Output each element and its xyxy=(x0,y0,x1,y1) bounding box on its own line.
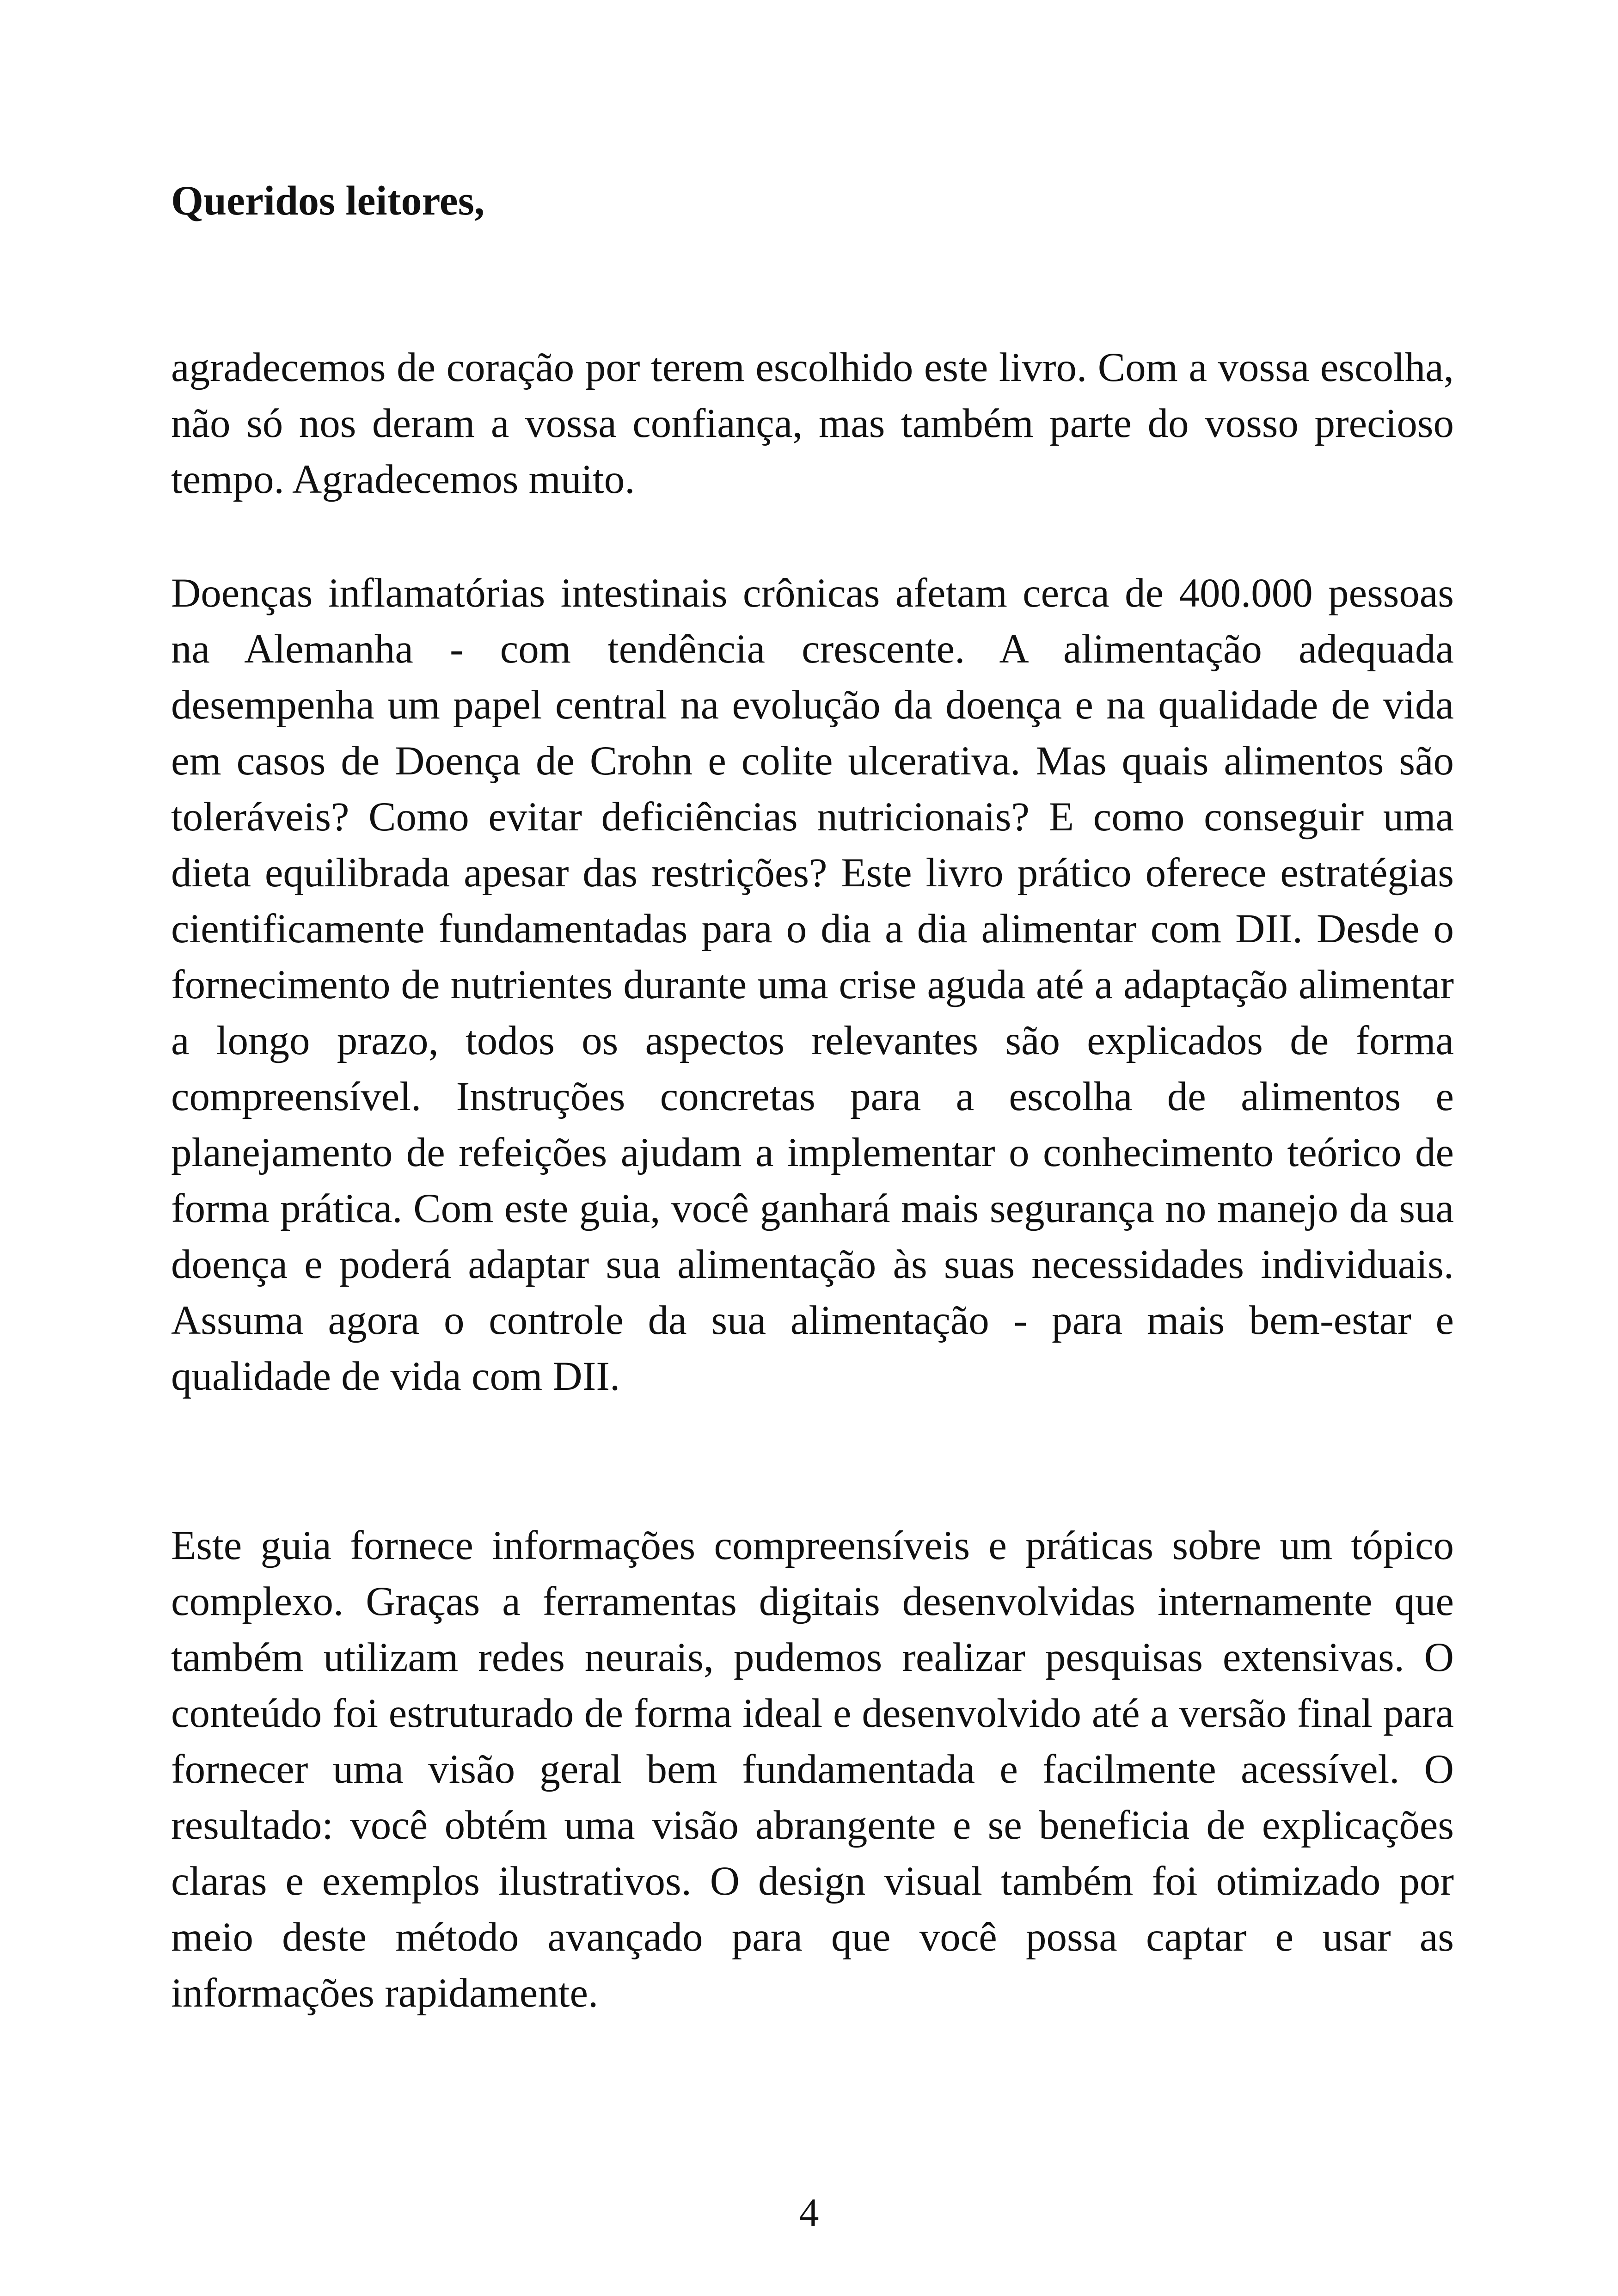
greeting-heading: Queridos leitores, xyxy=(171,178,485,224)
paragraph-book-description: Doenças inflamatórias intestinais crônicas afetam cerca de 400.000 pessoas na Alemanha - com tendência crescente. A alimentação adequada desempenha um papel central na evolução da doença e na qualidade de vida em casos de Doença de Crohn e colite ulcerativa. Mas quais alimentos são toleráveis? Como evitar deficiências nutricionais? E como conseguir uma dieta equilibrada apesar das restrições? Este livro prático oferece estratégias cientificamente fundamentadas para o dia a dia alimentar com DII. Desde o fornecimento de nutrientes durante uma crise aguda até a adaptação alimentar a longo prazo, todos os aspectos relevantes são explicados de forma compreensível. Instruções concretas para a escolha de alimentos e planejamento de refeições ajudam a implementar o conhecimento teórico de forma prática. Com este guia, você ganhará mais segurança no manejo da sua doença e poderá adaptar sua alimentação às suas necessidades individuais. Assuma agora o controle da sua alimentação - para mais bem-estar e qualidade de vida com DII. xyxy=(171,571,1454,1399)
paragraph-thanks: agradecemos de coração por terem escolhido este livro. Com a vossa escolha, não só nos deram a vossa confiança, mas também parte do vosso precioso tempo. Agradecemos muito. xyxy=(171,345,1454,502)
paragraph-guide-info: Este guia fornece informações compreensíveis e práticas sobre um tópico complexo. Graças a ferramentas digitais desenvolvidas internamente que também utilizam redes neurais, pudemos realizar pesquisas extensivas. O conteúdo foi estruturado de forma ideal e desenvolvido até a versão final para fornecer uma visão geral bem fundamentada e facilmente acessível. O resultado: você obtém uma visão abrangente e se beneficia de explicações claras e exemplos ilustrativos. O design visual também foi otimizado por meio deste método avançado para que você possa captar e usar as informações rapidamente. xyxy=(171,1523,1454,2016)
page-number: 4 xyxy=(799,2190,819,2235)
